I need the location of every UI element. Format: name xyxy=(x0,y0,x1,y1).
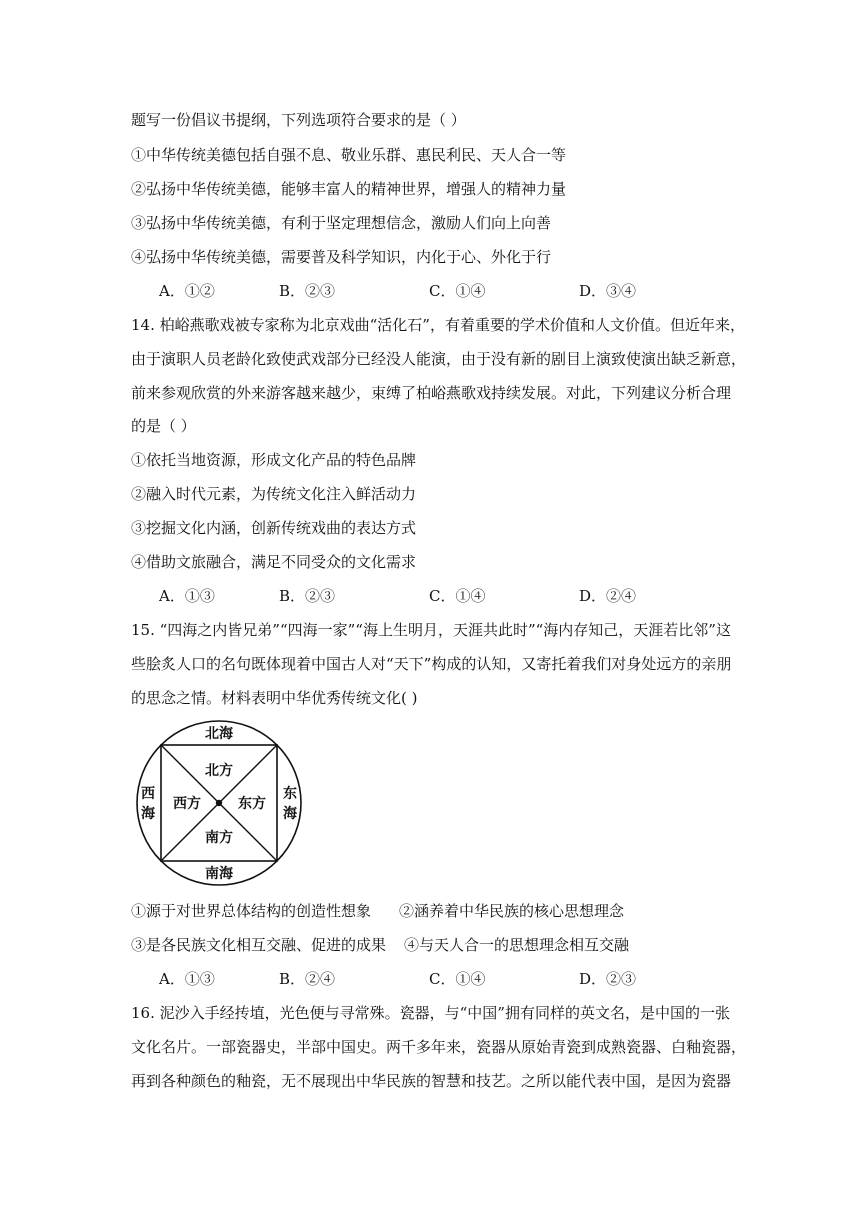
diagram-west-sea-bottom: 海 xyxy=(141,806,155,822)
q14-stem-line-3: 前来参观欣赏的外来游客越来越少，束缚了柏峪燕歌戏持续发展。对此，下列建议分析合理 xyxy=(131,384,732,402)
q14-item-1: ①依托当地资源，形成文化产品的特色品牌 xyxy=(131,451,417,469)
q14-option-a: A．①③ xyxy=(159,587,215,605)
q16-stem-line-3: 再到各种颜色的釉瓷，无不展现出中华民族的智慧和技艺。之所以能代表中国，是因为瓷器 xyxy=(131,1072,732,1090)
tianxia-diagram xyxy=(134,718,304,888)
q13-stem-tail: 题写一份倡议书提纲，下列选项符合要求的是（ ） xyxy=(131,111,466,129)
q14-option-c: C．①④ xyxy=(429,587,486,605)
q15-item-3: ③是各民族文化相互交融、促进的成果 xyxy=(131,936,387,954)
diagram-south: 南方 xyxy=(205,830,233,846)
q14-item-2: ②融入时代元素，为传统文化注入鲜活动力 xyxy=(131,485,417,503)
diagram-east-sea-bottom: 海 xyxy=(283,806,297,822)
q14-option-d: D．②④ xyxy=(579,587,637,605)
q16-stem-line-2: 文化名片。一部瓷器史，半部中国史。两千多年来，瓷器从原始青瓷到成熟瓷器、白釉瓷器， xyxy=(131,1038,747,1056)
q15-item-4: ④与天人合一的思想理念相互交融 xyxy=(404,936,630,954)
q13-item-2: ②弘扬中华传统美德，能够丰富人的精神世界，增强人的精神力量 xyxy=(131,180,567,198)
q15-option-b: B．②④ xyxy=(279,970,336,988)
q14-option-b: B．②③ xyxy=(279,587,336,605)
diagram-center-dot xyxy=(216,800,222,806)
diagram-north-sea: 北海 xyxy=(205,726,233,742)
q15-item-2: ②涵养着中华民族的核心思想理念 xyxy=(399,902,625,920)
diagram-east-sea-top: 东 xyxy=(283,786,297,802)
q15-option-d: D．②③ xyxy=(579,970,637,988)
diagram-south-sea: 南海 xyxy=(205,866,233,882)
q13-option-a: A．①② xyxy=(159,282,215,300)
q15-option-a: A．①③ xyxy=(159,970,215,988)
q15-item-1: ①源于对世界总体结构的创造性想象 xyxy=(131,902,372,920)
q15-stem-line-2: 些脍炙人口的名句既体现着中国古人对“天下”构成的认知，又寄托着我们对身处远方的亲朋 xyxy=(131,655,732,673)
q13-option-c: C．①④ xyxy=(429,282,486,300)
q16-stem-line-1: 16. 泥沙入手经抟埴，光色便与寻常殊。瓷器，与“中国”拥有同样的英文名，是中国的一张 xyxy=(131,1004,730,1022)
q15-stem-line-1: 15. “四海之内皆兄弟”“四海一家”“海上生明月，天涯共此时”“海内存知己，天涯若比邻”这 xyxy=(131,621,731,639)
q14-item-3: ③挖掘文化内涵，创新传统戏曲的表达方式 xyxy=(131,519,417,537)
q13-item-1: ①中华传统美德包括自强不息、敬业乐群、惠民利民、天人合一等 xyxy=(131,146,567,164)
diagram-west: 西方 xyxy=(173,796,201,812)
q15-option-c: C．①④ xyxy=(429,970,486,988)
q15-stem-line-3: 的思念之情。材料表明中华优秀传统文化( ) xyxy=(131,689,418,707)
diagram-east: 东方 xyxy=(238,796,266,812)
diagram-west-sea-top: 西 xyxy=(141,786,155,802)
q14-stem-line-1: 14. 柏峪燕歌戏被专家称为北京戏曲“活化石”，有着重要的学术价值和人文价值。但近年来， xyxy=(131,316,745,334)
q13-item-3: ③弘扬中华传统美德，有利于坚定理想信念，激励人们向上向善 xyxy=(131,214,552,232)
q13-item-4: ④弘扬中华传统美德，需要普及科学知识，内化于心、外化于行 xyxy=(131,248,552,266)
q13-option-d: D．③④ xyxy=(579,282,637,300)
q14-stem-line-4: 的是（ ） xyxy=(131,417,196,435)
q14-item-4: ④借助文旅融合，满足不同受众的文化需求 xyxy=(131,553,417,571)
diagram-north: 北方 xyxy=(205,763,233,779)
q14-stem-line-2: 由于演职人员老龄化致使武戏部分已经没人能演，由于没有新的剧目上演致使演出缺乏新意， xyxy=(131,350,747,368)
q13-option-b: B．②③ xyxy=(279,282,336,300)
